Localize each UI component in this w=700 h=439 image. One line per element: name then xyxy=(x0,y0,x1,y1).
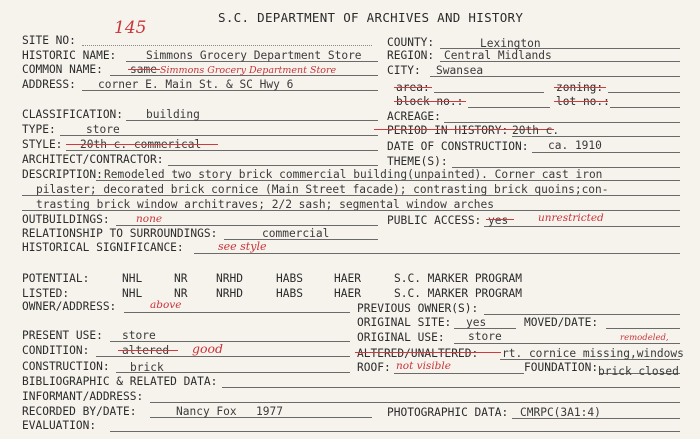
condition-strike xyxy=(118,350,178,351)
potential-nhl: NHL xyxy=(122,272,143,285)
public-access-label: PUBLIC ACCESS: xyxy=(387,214,482,227)
lot-no-strike xyxy=(554,101,608,102)
listed-haer: HAER xyxy=(334,287,361,300)
site-no-label: SITE NO: xyxy=(22,34,76,47)
outbuildings-line xyxy=(116,225,378,226)
outbuildings-label: OUTBUILDINGS: xyxy=(22,213,110,226)
owner-address-label: OWNER/ADDRESS: xyxy=(22,300,117,313)
listed-habs: HABS xyxy=(276,287,303,300)
date-construction-label: DATE OF CONSTRUCTION: xyxy=(387,140,529,153)
recorded-by-value: Nancy Fox xyxy=(176,405,237,418)
address-value: corner E. Main St. & SC Hwy 6 xyxy=(98,78,294,91)
date-construction-line xyxy=(532,152,680,153)
area-line xyxy=(434,92,544,93)
recorded-date-value: 1977 xyxy=(256,405,283,418)
potential-label: POTENTIAL: xyxy=(22,272,90,285)
owner-address-value: above xyxy=(150,299,182,311)
previous-owners-label: PREVIOUS OWNER(S): xyxy=(357,302,479,315)
altered-strike xyxy=(355,352,501,353)
form-title: S.C. DEPARTMENT OF ARCHIVES AND HISTORY xyxy=(218,10,524,25)
common-name-label: COMMON NAME: xyxy=(22,63,103,76)
description-line-2: pilaster; decorated brick cornice (Main Street facade); contrasting brick quoins;con- xyxy=(36,183,609,196)
previous-owners-line xyxy=(484,314,680,315)
public-access-handwritten: unrestricted xyxy=(538,212,604,224)
block-no-label: block no.: xyxy=(396,95,464,108)
original-site-value: yes xyxy=(466,316,487,329)
informant-label: INFORMANT/ADDRESS: xyxy=(22,390,144,403)
roof-line xyxy=(394,373,524,374)
original-use-line xyxy=(454,343,680,344)
period-value: 20th c. xyxy=(512,124,560,137)
style-strike xyxy=(66,144,218,145)
description-rule-2 xyxy=(22,195,680,196)
altered-handwritten-note: remodeled, xyxy=(620,333,669,343)
altered-unaltered-value: rt. cornice missing,windows xyxy=(502,347,684,360)
condition-handwritten: good xyxy=(192,341,224,356)
block-no-strike xyxy=(394,101,466,102)
acreage-line xyxy=(444,122,680,123)
potential-marker: S.C. MARKER PROGRAM xyxy=(394,272,522,285)
foundation-label: FOUNDATION: xyxy=(524,361,599,374)
listed-nhl: NHL xyxy=(122,287,143,300)
site-no-value: 145 xyxy=(114,18,147,38)
block-no-line xyxy=(468,107,550,108)
listed-marker: S.C. MARKER PROGRAM xyxy=(394,287,522,300)
moved-date-label: MOVED/DATE: xyxy=(524,316,599,329)
photographic-value: CMRPC(3A1:4) xyxy=(520,406,601,419)
owner-address-line xyxy=(124,312,350,313)
relationship-value: commercial xyxy=(262,227,330,240)
construction-label: CONSTRUCTION: xyxy=(22,360,110,373)
common-name-handwritten: Simmons Grocery Department Store xyxy=(160,65,337,76)
potential-habs: HABS xyxy=(276,272,303,285)
address-label: ADDRESS: xyxy=(22,78,76,91)
area-strike xyxy=(394,87,432,88)
classification-value: building xyxy=(146,108,200,121)
roof-label: ROOF: xyxy=(357,361,391,374)
county-label: COUNTY: xyxy=(387,36,435,49)
period-line xyxy=(512,136,680,137)
historic-name-label: HISTORIC NAME: xyxy=(22,49,117,62)
historic-name-value: Simmons Grocery Department Store xyxy=(146,49,362,62)
themes-label: THEME(S): xyxy=(387,155,448,168)
style-value: 20th c. commerical xyxy=(80,138,202,151)
condition-typed: altered xyxy=(122,344,170,357)
original-site-label: ORIGINAL SITE: xyxy=(357,316,452,329)
description-label: DESCRIPTION: xyxy=(22,168,103,181)
site-no-line xyxy=(82,45,372,46)
listed-nrhd: NRHD xyxy=(216,287,243,300)
city-value: Swansea xyxy=(436,64,484,77)
potential-nrhd: NRHD xyxy=(216,272,243,285)
potential-nr: NR xyxy=(174,272,188,285)
historical-significance-line xyxy=(194,253,680,254)
original-site-line xyxy=(454,328,516,329)
style-label: STYLE: xyxy=(22,138,63,151)
county-value: Lexington xyxy=(480,37,541,50)
historical-significance-label: HISTORICAL SIGNIFICANCE: xyxy=(22,241,184,254)
photographic-label: PHOTOGRAPHIC DATA: xyxy=(387,406,509,419)
zoning-line xyxy=(608,92,680,93)
lot-no-label: lot no.: xyxy=(556,95,610,108)
description-rule-3 xyxy=(22,210,680,211)
area-label: area: xyxy=(396,81,430,94)
evaluation-line xyxy=(110,431,680,432)
public-access-line xyxy=(484,226,680,227)
region-value: Central Midlands xyxy=(444,49,552,62)
original-use-label: ORIGINAL USE: xyxy=(357,331,445,344)
common-name-typed: same xyxy=(130,63,157,76)
recorded-by-label: RECORDED BY/DATE: xyxy=(22,405,137,418)
architect-label: ARCHITECT/CONTRACTOR: xyxy=(22,153,164,166)
historical-significance-value: see style xyxy=(218,240,267,253)
bibliographic-label: BIBLIOGRAPHIC & RELATED DATA: xyxy=(22,375,218,388)
evaluation-label: EVALUATION: xyxy=(22,419,97,432)
relationship-label: RELATIONSHIP TO SURROUNDINGS: xyxy=(22,227,218,240)
potential-haer: HAER xyxy=(334,272,361,285)
present-use-label: PRESENT USE: xyxy=(22,329,103,342)
common-name-strike xyxy=(128,69,160,70)
acreage-label: ACREAGE: xyxy=(387,110,441,123)
date-construction-value: ca. 1910 xyxy=(548,139,602,152)
classification-label: CLASSIFICATION: xyxy=(22,108,124,121)
original-use-value: store xyxy=(468,330,502,343)
type-label: TYPE: xyxy=(22,123,56,136)
zoning-strike xyxy=(554,87,606,88)
description-line-1: Remodeled two story brick commercial building(unpainted). Corner cast iron xyxy=(104,168,603,181)
altered-unaltered-label: ALTERED/UNALTERED: xyxy=(357,347,479,360)
architect-line xyxy=(168,165,378,166)
public-access-typed: yes xyxy=(488,214,509,227)
informant-line xyxy=(150,402,680,403)
description-rule-1 xyxy=(96,180,680,181)
region-label: REGION: xyxy=(387,49,435,62)
construction-value: brick xyxy=(130,361,164,374)
listed-nr: NR xyxy=(174,287,188,300)
listed-label: LISTED: xyxy=(22,287,70,300)
roof-value: not visible xyxy=(396,360,451,372)
outbuildings-value: none xyxy=(136,213,163,225)
period-label: PERIOD IN HISTORY: xyxy=(387,124,509,137)
city-label: CITY: xyxy=(387,64,421,77)
type-value: store xyxy=(86,123,120,136)
bibliographic-line xyxy=(222,387,680,388)
description-line-3: trasting brick window architraves; 2/2 sash; segmental window arches xyxy=(36,198,495,211)
public-access-strike xyxy=(486,219,514,220)
present-use-value: store xyxy=(122,329,156,342)
moved-date-line xyxy=(606,328,680,329)
foundation-value: brick closed xyxy=(598,365,679,378)
zoning-label: zoning: xyxy=(556,81,604,94)
condition-label: CONDITION: xyxy=(22,344,90,357)
lot-no-line xyxy=(610,107,680,108)
